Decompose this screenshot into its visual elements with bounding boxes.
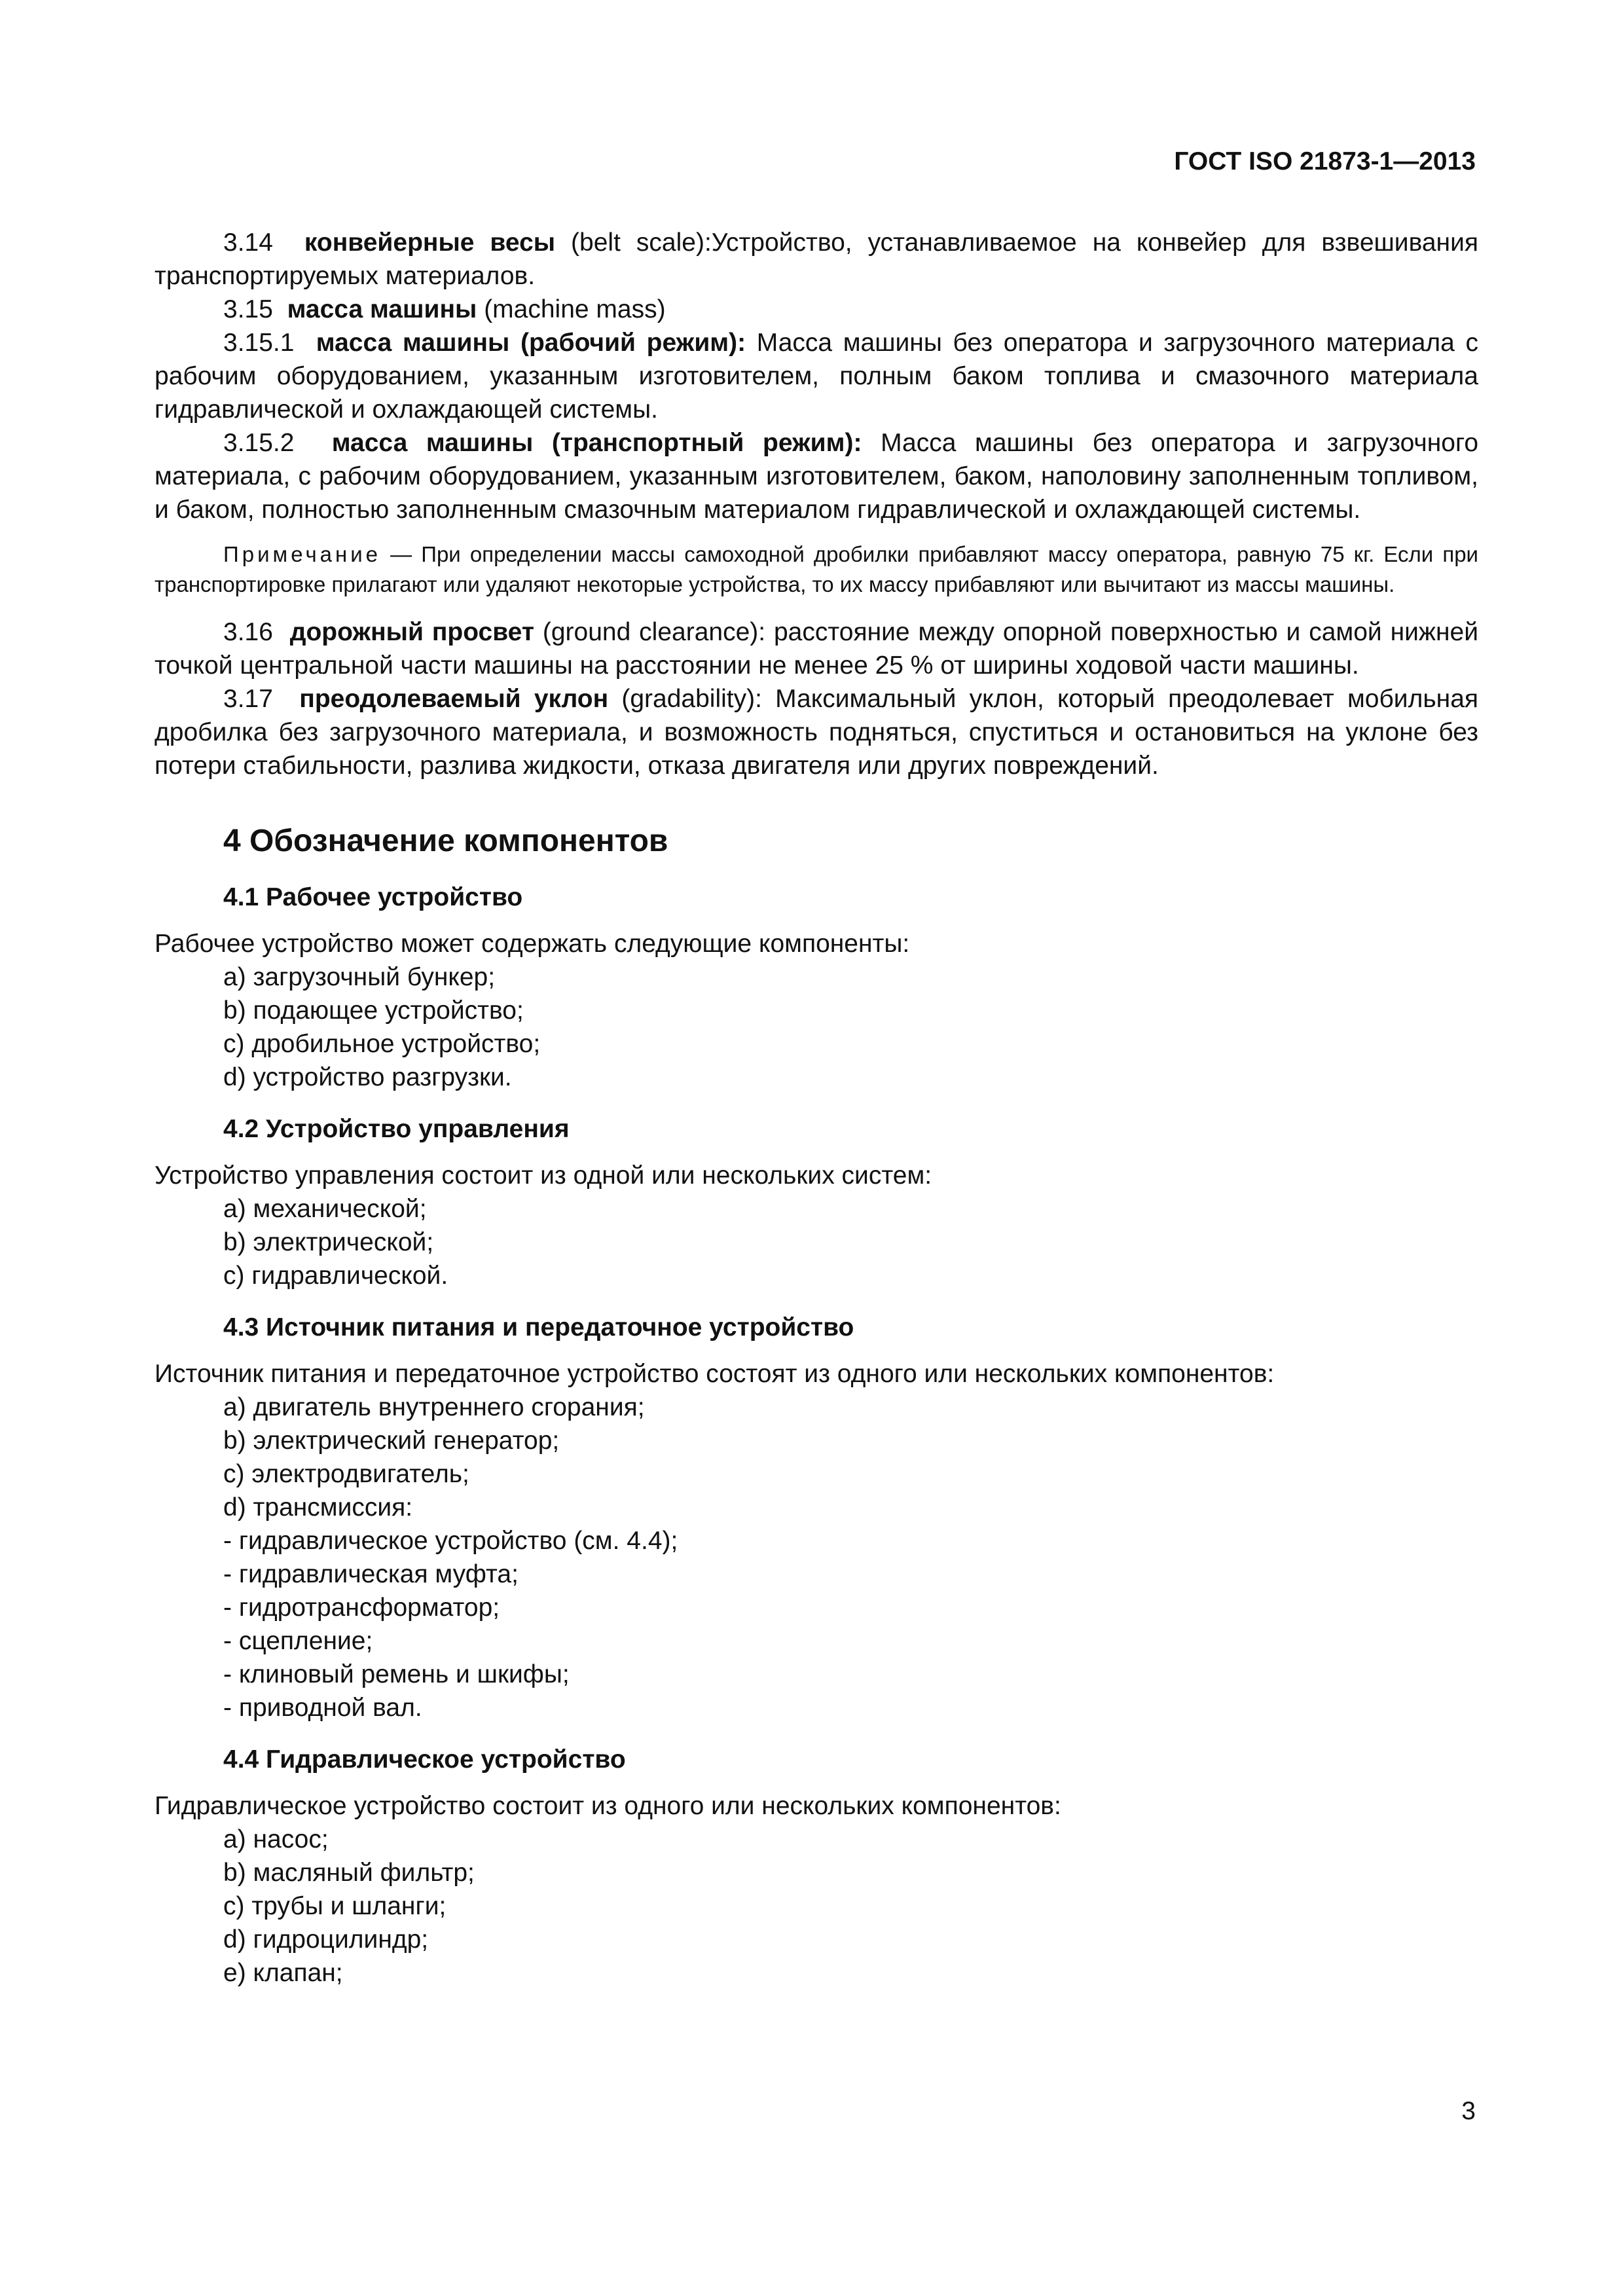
list-item: - гидравлическое устройство (см. 4.4); xyxy=(223,1527,678,1555)
definition-3-16 xyxy=(155,615,1478,682)
subsection-4-3-heading: 4.3 Источник питания и передаточное устройство xyxy=(223,1313,854,1341)
definition-text: Масса машины без оператора и загрузочного материала, с рабочим оборудованием, указанным изготовителем, баком, наполовину заполненным топливом, и баком, полностью заполненным смазочным материалом гидравлической и охлаждающей системы. xyxy=(155,429,1479,524)
list-item: d) трансмиссия: xyxy=(223,1493,413,1522)
definition-3-15-1 xyxy=(155,326,1478,426)
term: дорожный просвет xyxy=(289,618,534,646)
list-item: e) клапан; xyxy=(223,1959,343,1987)
clause-number: 3.15.1 xyxy=(223,329,295,357)
page-number: 3 xyxy=(1461,2097,1476,2125)
list-item: a) загрузочный бункер; xyxy=(223,963,496,991)
subsection-4-3-list xyxy=(155,1391,1478,1724)
term: масса машины (рабочий режим): xyxy=(316,329,746,357)
subsection-4-2-intro: Устройство управления состоит из одной или нескольких систем: xyxy=(155,1161,932,1190)
list-item: - приводной вал. xyxy=(223,1694,422,1722)
section-4-heading: 4 Обозначение компонентов xyxy=(223,824,668,858)
list-item: a) двигатель внутреннего сгорания; xyxy=(223,1393,645,1421)
list-item: c) гидравлической. xyxy=(223,1262,448,1290)
list-item: b) масляный фильтр; xyxy=(223,1859,475,1887)
list-item: c) дробильное устройство; xyxy=(223,1030,541,1058)
definition-3-15-2 xyxy=(155,426,1478,526)
note-label: Примечание xyxy=(223,542,382,566)
definition-text: (gradability): Максимальный уклон, который преодолевает мобильная дробилка без загрузочного материала, и возможность подняться, спуститься и остановиться на уклоне без потери стабильности, разлива жидкости, отказа двигателя или других повреждений. xyxy=(155,685,1478,780)
definition-3-17 xyxy=(155,682,1478,782)
term: конвейерные весы xyxy=(304,228,556,257)
subsection-4-2-list xyxy=(155,1192,1478,1292)
subsection-4-4-list xyxy=(155,1823,1478,1990)
note-text: — При определении массы самоходной дробилки прибавляют массу оператора, равную 75 кг. Если при транспортировке прилагают или удаляют некоторые устройства, то их массу прибавляют или вычитают из массы машины. xyxy=(155,542,1478,596)
subsection-4-1-intro: Рабочее устройство может содержать следующие компоненты: xyxy=(155,930,910,958)
list-item: - гидравлическая муфта; xyxy=(223,1560,519,1588)
subsection-4-3-intro: Источник питания и передаточное устройство состоят из одного или нескольких компонентов: xyxy=(155,1360,1275,1388)
subsection-4-2-heading: 4.2 Устройство управления xyxy=(223,1115,570,1143)
list-item: - клиновый ремень и шкифы; xyxy=(223,1660,570,1688)
list-item: a) механической; xyxy=(223,1195,427,1223)
term: масса машины xyxy=(287,295,477,323)
clause-number: 3.17 xyxy=(223,685,273,713)
page-content xyxy=(155,226,1478,1990)
list-item: b) подающее устройство; xyxy=(223,996,524,1025)
subsection-4-4-intro: Гидравлическое устройство состоит из одного или нескольких компонентов: xyxy=(155,1792,1061,1820)
document-code: ГОСТ ISO 21873-1—2013 xyxy=(1174,147,1476,175)
subsection-4-1-list xyxy=(155,960,1478,1094)
definition-3-15 xyxy=(155,293,1478,326)
definition-text: (machine mass) xyxy=(477,295,666,323)
list-item: b) электрический генератор; xyxy=(223,1427,560,1455)
subsection-4-4-heading: 4.4 Гидравлическое устройство xyxy=(223,1745,626,1774)
clause-number: 3.15 xyxy=(223,295,273,323)
definition-text: (belt scale):Устройство, устанавливаемое на конвейер для взвешивания транспортируемых материалов. xyxy=(155,228,1479,290)
clause-number: 3.14 xyxy=(223,228,273,257)
term: масса машины (транспортный режим): xyxy=(331,429,862,457)
list-item: c) электродвигатель; xyxy=(223,1460,469,1488)
note xyxy=(155,539,1478,600)
list-item: d) устройство разгрузки. xyxy=(223,1063,512,1091)
list-item: b) электрической; xyxy=(223,1228,434,1256)
clause-number: 3.15.2 xyxy=(223,429,295,457)
definition-text: Масса машины без оператора и загрузочного материала с рабочим оборудованием, указанным изготовителем, полным баком топлива и смазочного материала гидравлической и охлаждающей системы. xyxy=(155,329,1478,424)
clause-number: 3.16 xyxy=(223,618,273,646)
list-item: d) гидроцилиндр; xyxy=(223,1925,429,1954)
list-item: c) трубы и шланги; xyxy=(223,1892,447,1920)
list-item: - гидротрансформатор; xyxy=(223,1594,500,1622)
list-item: - сцепление; xyxy=(223,1627,373,1655)
term: преодолеваемый уклон xyxy=(299,685,609,713)
subsection-4-1-heading: 4.1 Рабочее устройство xyxy=(223,883,523,911)
definition-3-14 xyxy=(155,226,1478,293)
list-item: a) насос; xyxy=(223,1825,329,1853)
definition-text: (ground clearance): расстояние между опорной поверхностью и самой нижней точкой центральной части машины на расстоянии не менее 25 % от ширины ходовой части машины. xyxy=(155,618,1479,680)
